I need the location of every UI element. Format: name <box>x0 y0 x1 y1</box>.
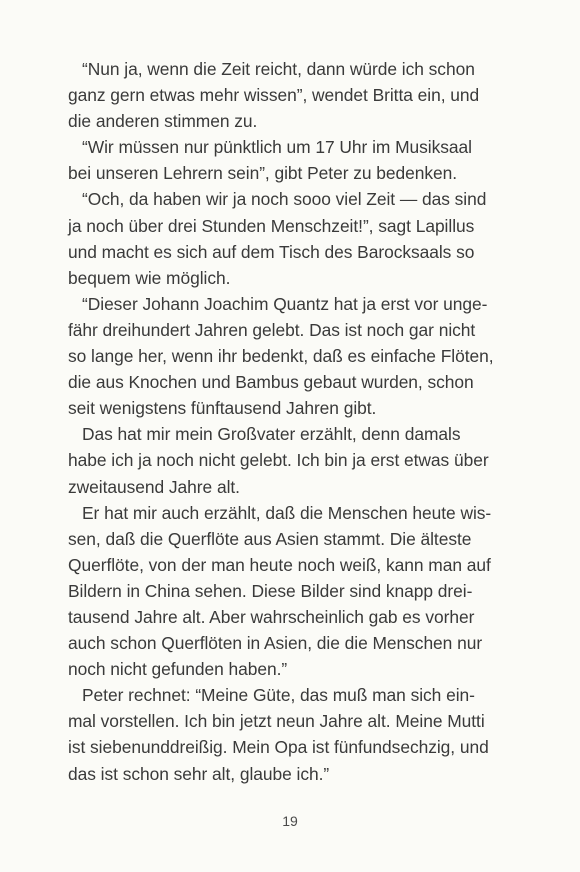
text-line: mal vorstellen. Ich bin jetzt neun Jahre alt. Meine Mutti <box>68 711 485 732</box>
text-line: “Wir müssen nur pünktlich um 17 Uhr im Musiksaal <box>82 137 472 158</box>
text-line: ganz gern etwas mehr wissen”, wendet Britta ein, und <box>68 85 480 106</box>
body-text <box>68 56 520 787</box>
text-line: “Dieser Johann Joachim Quantz hat ja erst vor unge- <box>82 293 488 314</box>
text-line: Peter rechnet: “Meine Güte, das muß man sich ein- <box>82 685 475 706</box>
text-line: die aus Knochen und Bambus gebaut wurden, schon <box>68 372 474 393</box>
text-line: habe ich ja noch nicht gelebt. Ich bin ja erst etwas über <box>68 450 489 471</box>
text-line: tausend Jahre alt. Aber wahrscheinlich gab es vorher <box>68 606 475 627</box>
text-line: und macht es sich auf dem Tisch des Barocksaals so <box>68 241 475 262</box>
text-line: ja noch über drei Stunden Menschzeit!”, sagt Lapillus <box>68 215 475 236</box>
text-line: Er hat mir auch erzählt, daß die Menschen heute wis- <box>82 502 492 523</box>
text-line: sen, daß die Querflöte aus Asien stammt. Die älteste <box>68 528 472 549</box>
text-line: ist siebenunddreißig. Mein Opa ist fünfundsechzig, und <box>68 737 489 758</box>
text-line: Bildern in China sehen. Diese Bilder sind knapp drei- <box>68 580 473 601</box>
text-line: bequem wie möglich. <box>68 267 231 288</box>
text-line: Das hat mir mein Großvater erzählt, denn damals <box>82 424 461 445</box>
text-line: so lange her, wenn ihr bedenkt, daß es einfache Flöten, <box>68 346 494 367</box>
text-line: fähr dreihundert Jahren gelebt. Das ist noch gar nicht <box>68 319 476 340</box>
text-line: bei unseren Lehrern sein”, gibt Peter zu bedenken. <box>68 163 458 184</box>
text-line: zweitausend Jahre alt. <box>68 476 240 497</box>
text-line: “Nun ja, wenn die Zeit reicht, dann würde ich schon <box>82 59 475 79</box>
text-line: noch nicht gefunden haben.” <box>68 659 288 680</box>
text-line: Querflöte, von der man heute noch weiß, kann man auf <box>68 554 491 575</box>
text-line: “Och, da haben wir ja noch sooo viel Zeit — das sind <box>82 189 487 210</box>
text-line: das ist schon sehr alt, glaube ich.” <box>68 763 330 784</box>
page-number: 19 <box>282 813 298 829</box>
text-line: seit wenigstens fünftausend Jahren gibt. <box>68 398 377 419</box>
text-line: die anderen stimmen zu. <box>68 111 258 132</box>
text-line: auch schon Querflöten in Asien, die die Menschen nur <box>68 633 483 654</box>
